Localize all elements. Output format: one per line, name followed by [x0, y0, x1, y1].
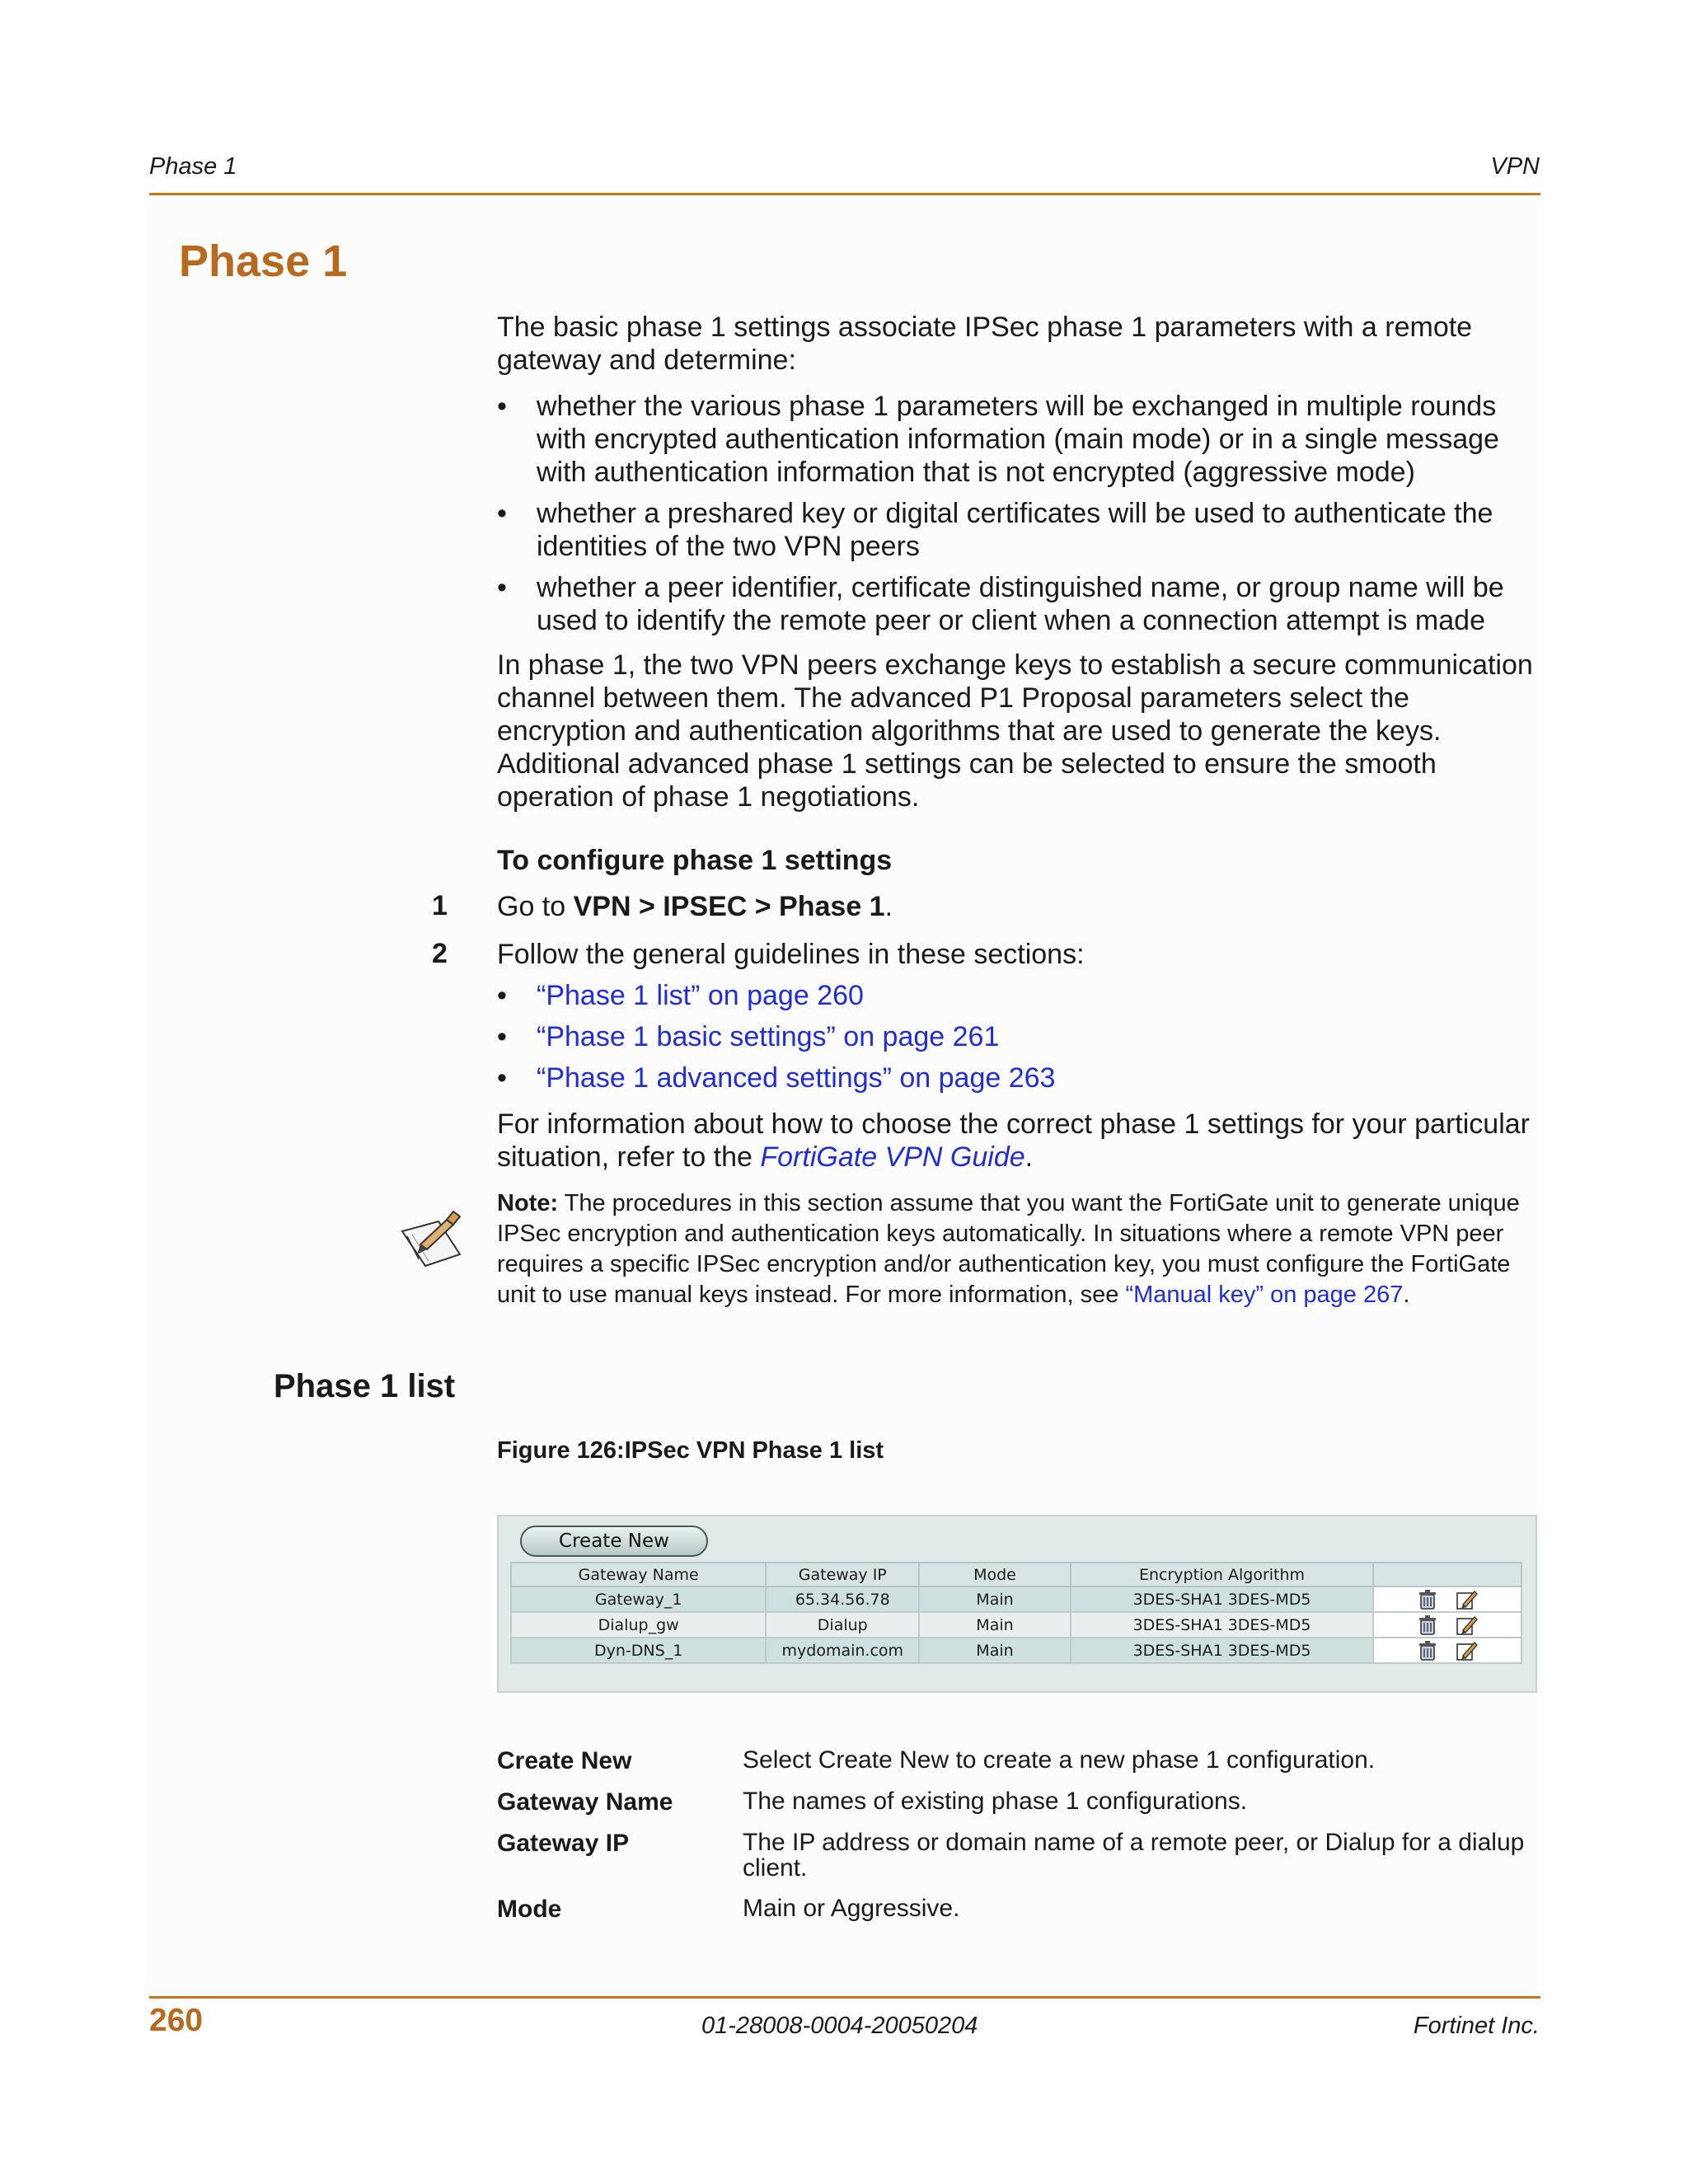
cell-encryption-algorithm: 3DES-SHA1 3DES-MD5 [1071, 1638, 1374, 1663]
note-label: Note: [497, 1190, 559, 1216]
page-number: 260 [149, 2003, 204, 2038]
step-1-suffix: . [884, 891, 893, 922]
table-row[interactable] [511, 1638, 1522, 1663]
info-paragraph [497, 1108, 1537, 1174]
definition-term: Gateway IP [497, 1830, 630, 1857]
cell-gateway-ip: Dialup [766, 1612, 919, 1638]
definition-description: The IP address or domain name of a remote peer, or Dialup for a dialup client. [743, 1829, 1525, 1882]
intro-paragraph: The basic phase 1 settings associate IPSec phase 1 parameters with a remote gateway and determine: [497, 312, 1473, 376]
create-new-button[interactable]: Create New [520, 1526, 708, 1557]
definition-term: Mode [497, 1896, 562, 1923]
table-row[interactable] [511, 1612, 1522, 1638]
note-pencil-icon [396, 1197, 467, 1271]
link-phase1-list[interactable]: “Phase 1 list” on page 260 [537, 980, 864, 1011]
cell-gateway-name: Gateway_1 [511, 1586, 766, 1612]
running-header-section: Phase 1 [149, 153, 237, 180]
definition-term: Create New [497, 1747, 632, 1774]
step-number: 2 [432, 938, 448, 969]
cell-encryption-algorithm: 3DES-SHA1 3DES-MD5 [1071, 1612, 1374, 1638]
link-fortigate-vpn-guide[interactable]: FortiGate VPN Guide [760, 1141, 1025, 1173]
edit-icon[interactable] [1456, 1590, 1478, 1610]
step-2-block [497, 938, 1537, 1174]
link-list-item [497, 1020, 1537, 1053]
column-header-gateway-name[interactable]: Gateway Name [511, 1563, 766, 1586]
definition-description: The names of existing phase 1 configurations. [743, 1788, 1248, 1815]
step-1-text [497, 890, 1537, 923]
cell-gateway-ip: 65.34.56.78 [766, 1586, 919, 1612]
cell-gateway-name: Dialup_gw [511, 1612, 766, 1638]
link-list-item [497, 1062, 1537, 1094]
running-header-chapter: VPN [1490, 153, 1540, 180]
cell-gateway-name: Dyn-DNS_1 [511, 1638, 766, 1663]
edit-icon[interactable] [1456, 1615, 1478, 1635]
step-number: 1 [432, 890, 448, 921]
section-title-phase1-list: Phase 1 list [274, 1368, 456, 1404]
bullet-item: • whether a peer identifier, certificate distinguished name, or group name will be used to identify the remote peer or client when a connection attempt is made [497, 571, 1537, 637]
step-2-text: Follow the general guidelines in these sections: [497, 939, 1085, 970]
phase1-table [510, 1562, 1522, 1664]
page-title: Phase 1 [179, 237, 348, 286]
document-id: 01-28008-0004-20050204 [701, 2013, 978, 2039]
note-body: The procedures in this section assume that you want the FortiGate unit to generate unique IPSec encryption and authentication keys automatically. In situations where a remote VPN peer requires a specific IPSec encryption and/or authentication key, you must configure the FortiGate unit to use manual keys instead. For more information, see [497, 1190, 1520, 1308]
definition-description: Main or Aggressive. [743, 1895, 960, 1922]
definition-description: Select Create New to create a new phase 1 configuration. [743, 1746, 1376, 1774]
footer-rule [149, 1996, 1540, 1999]
intro-block [497, 311, 1537, 813]
step-1-prefix: Go to [497, 891, 574, 922]
trash-icon[interactable] [1417, 1641, 1438, 1661]
link-phase1-advanced-settings[interactable]: “Phase 1 advanced settings” on page 263 [537, 1062, 1056, 1094]
cell-encryption-algorithm: 3DES-SHA1 3DES-MD5 [1071, 1586, 1374, 1612]
figure-caption: Figure 126:IPSec VPN Phase 1 list [497, 1437, 884, 1464]
note-block [497, 1188, 1537, 1310]
link-manual-key[interactable]: “Manual key” on page 267 [1125, 1282, 1404, 1308]
cell-mode: Main [919, 1586, 1071, 1612]
table-row[interactable] [511, 1586, 1522, 1612]
cell-actions [1373, 1586, 1522, 1612]
cell-actions [1373, 1612, 1522, 1638]
note-suffix: . [1403, 1282, 1410, 1308]
column-header-actions [1373, 1563, 1522, 1586]
info-suffix: . [1025, 1141, 1034, 1173]
link-list-item [497, 979, 1537, 1012]
definition-term: Gateway Name [497, 1788, 673, 1816]
column-header-mode[interactable]: Mode [919, 1563, 1071, 1586]
bullet-item: • whether a preshared key or digital certificates will be used to authenticate the identities of the two VPN peers [497, 497, 1537, 563]
edit-icon[interactable] [1456, 1641, 1478, 1661]
column-header-encryption-algorithm[interactable]: Encryption Algorithm [1071, 1563, 1374, 1586]
cell-mode: Main [919, 1638, 1071, 1663]
procedure-heading: To configure phase 1 settings [497, 845, 893, 876]
phase1-list-screenshot [497, 1515, 1537, 1693]
cell-mode: Main [919, 1612, 1071, 1638]
table-header-row [511, 1563, 1522, 1586]
info-prefix: For information about how to choose the correct phase 1 settings for your particular situation, refer to the [497, 1108, 1530, 1173]
link-phase1-basic-settings[interactable]: “Phase 1 basic settings” on page 261 [537, 1021, 1000, 1052]
phase1-description-paragraph: In phase 1, the two VPN peers exchange keys to establish a secure communication channel between them. The advanced P1 Proposal parameters select the encryption and authentication algorithms that are used to generate the keys. Additional advanced phase 1 settings can be selected to ensure the smooth operation of phase 1 negotiations. [497, 649, 1533, 813]
trash-icon[interactable] [1417, 1590, 1438, 1610]
trash-icon[interactable] [1417, 1615, 1438, 1635]
cell-actions [1373, 1638, 1522, 1663]
cell-gateway-ip: mydomain.com [766, 1638, 919, 1663]
column-header-gateway-ip[interactable]: Gateway IP [766, 1563, 919, 1586]
company-name: Fortinet Inc. [1413, 2013, 1540, 2039]
bullet-item: • whether the various phase 1 parameters will be exchanged in multiple rounds with encrypted authentication information (main mode) or in a single message with authentication information that is not encrypted (aggressive mode) [497, 390, 1537, 489]
menu-path: VPN > IPSEC > Phase 1 [573, 891, 885, 922]
header-rule [149, 193, 1540, 195]
